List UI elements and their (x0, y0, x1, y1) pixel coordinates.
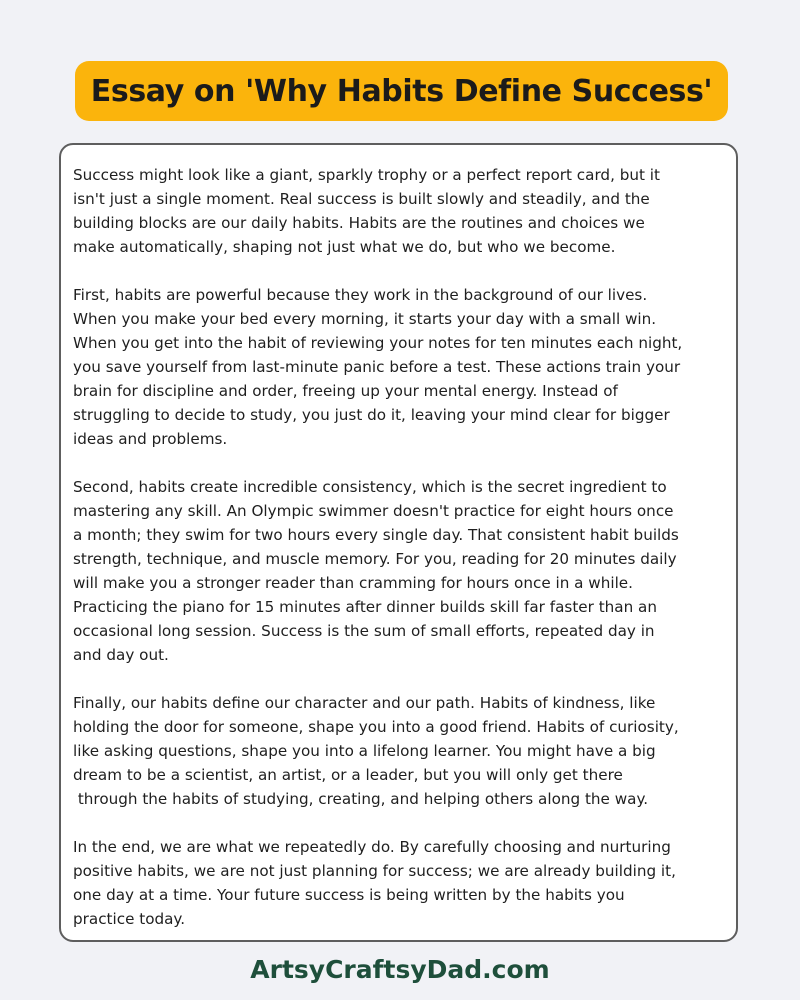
footer-website: ArtsyCraftsyDad.com (250, 955, 550, 984)
essay-line: Success might look like a giant, sparkly trophy or a perfect report card, but it (73, 166, 660, 184)
essay-line: mastering any skill. An Olympic swimmer doesn't practice for eight hours once (73, 502, 674, 520)
essay-line: practice today. (73, 910, 186, 928)
essay-paragraph (73, 283, 724, 451)
essay-line: through the habits of studying, creating, and helping others along the way. (73, 790, 649, 808)
essay-line: ideas and problems. (73, 430, 228, 448)
essay-line: dream to be a scientist, an artist, or a leader, but you will only get there (73, 766, 623, 784)
essay-card (59, 143, 738, 942)
essay-line: isn't just a single moment. Real success is built slowly and steadily, and the (73, 190, 650, 208)
essay-line: one day at a time. Your future success is being written by the habits you (73, 886, 625, 904)
essay-paragraph (73, 835, 724, 931)
essay-line: building blocks are our daily habits. Habits are the routines and choices we (73, 214, 645, 232)
essay-line: struggling to decide to study, you just do it, leaving your mind clear for bigger (73, 406, 670, 424)
essay-line: you save yourself from last-minute panic before a test. These actions train your (73, 358, 681, 376)
essay-paragraph (73, 163, 724, 259)
essay-line: When you get into the habit of reviewing your notes for ten minutes each night, (73, 334, 683, 352)
essay-line: In the end, we are what we repeatedly do. By carefully choosing and nurturing (73, 838, 671, 856)
title-banner (75, 61, 728, 121)
essay-line: Second, habits create incredible consistency, which is the secret ingredient to (73, 478, 667, 496)
essay-line: make automatically, shaping not just what we do, but who we become. (73, 238, 616, 256)
essay-line: like asking questions, shape you into a lifelong learner. You might have a big (73, 742, 656, 760)
essay-line: positive habits, we are not just planning for success; we are already building it, (73, 862, 676, 880)
essay-line: strength, technique, and muscle memory. For you, reading for 20 minutes daily (73, 550, 677, 568)
essay-line: a month; they swim for two hours every single day. That consistent habit builds (73, 526, 679, 544)
essay-line: Practicing the piano for 15 minutes after dinner builds skill far faster than an (73, 598, 657, 616)
essay-line: brain for discipline and order, freeing up your mental energy. Instead of (73, 382, 618, 400)
essay-paragraph (73, 691, 724, 811)
essay-line: will make you a stronger reader than cramming for hours once in a while. (73, 574, 633, 592)
essay-line: First, habits are powerful because they work in the background of our lives. (73, 286, 648, 304)
essay-title: Essay on 'Why Habits Define Success' (90, 73, 713, 109)
essay-paragraph (73, 475, 724, 667)
essay-line: and day out. (73, 646, 169, 664)
essay-line: occasional long session. Success is the sum of small efforts, repeated day in (73, 622, 655, 640)
essay-line: When you make your bed every morning, it starts your day with a small win. (73, 310, 657, 328)
essay-line: holding the door for someone, shape you into a good friend. Habits of curiosity, (73, 718, 679, 736)
essay-line: Finally, our habits define our character and our path. Habits of kindness, like (73, 694, 656, 712)
